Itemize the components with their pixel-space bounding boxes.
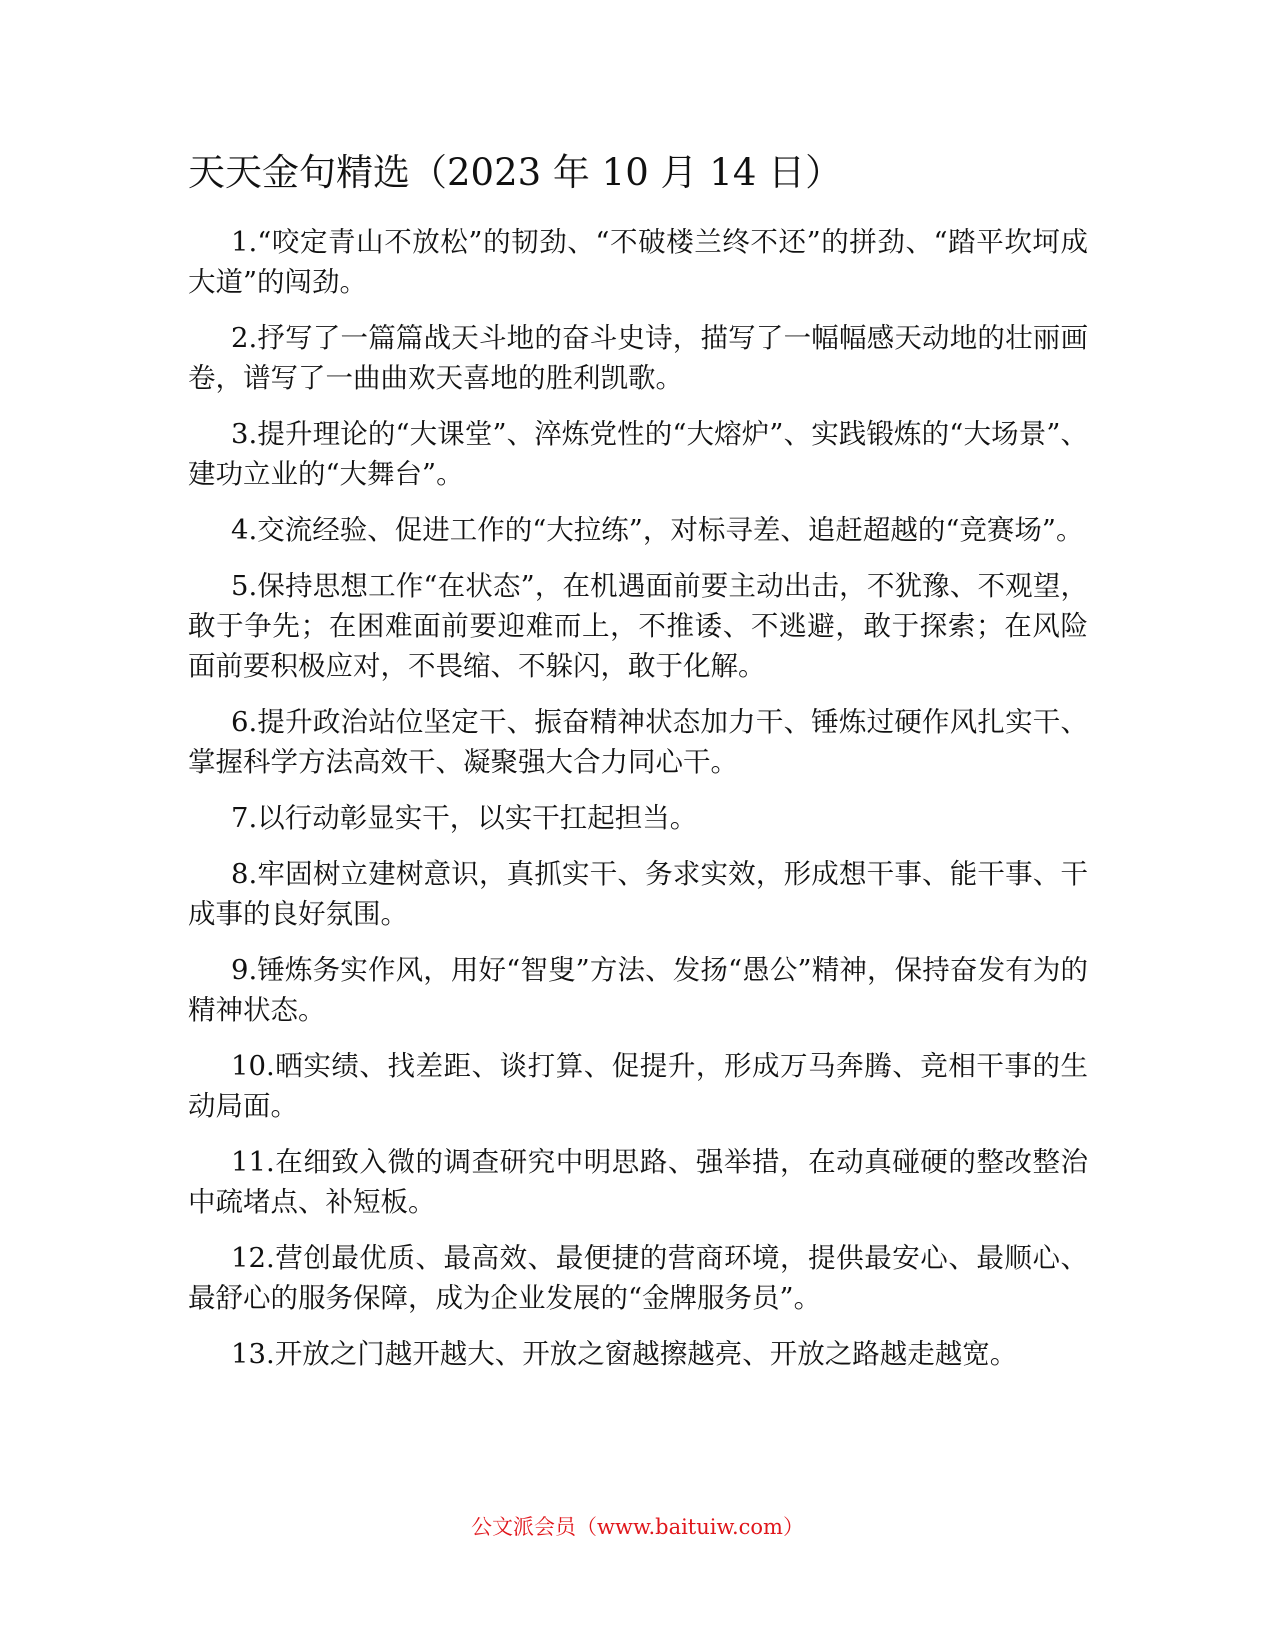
quote-paragraph-7: 7.以行动彰显实干，以实干扛起担当。	[231, 802, 698, 834]
quote-list	[188, 222, 1088, 1390]
quote-paragraph-11: 11.在细致入微的调查研究中明思路、强举措，在动真碰硬的整改整治中疏堵点、补短板。	[188, 1146, 1088, 1218]
quote-paragraph-9: 9.锤炼务实作风，用好“智叟”方法、发扬“愚公”精神，保持奋发有为的精神状态。	[188, 954, 1088, 1026]
quote-paragraph-6: 6.提升政治站位坚定干、振奋精神状态加力干、锤炼过硬作风扎实干、掌握科学方法高效干、凝聚强大合力同心干。	[188, 706, 1088, 778]
quote-paragraph-4: 4.交流经验、促进工作的“大拉练”，对标寻差、追赶超越的“竞赛场”。	[231, 514, 1084, 546]
quote-paragraph-10: 10.晒实绩、找差距、谈打算、促提升，形成万马奔腾、竞相干事的生动局面。	[188, 1050, 1088, 1122]
quote-paragraph-3: 3.提升理论的“大课堂”、淬炼党性的“大熔炉”、实践锻炼的“大场景”、建功立业的“大舞台”。	[188, 418, 1088, 490]
quote-paragraph-1: 1.“咬定青山不放松”的韧劲、“不破楼兰终不还”的拼劲、“踏平坎坷成大道”的闯劲。	[188, 226, 1088, 298]
page-title: 天天金句精选（2023 年 10 月 14 日）	[188, 151, 843, 194]
quote-paragraph-8: 8.牢固树立建树意识，真抓实干、务求实效，形成想干事、能干事、干成事的良好氛围。	[188, 858, 1088, 930]
quote-paragraph-2: 2.抒写了一篇篇战天斗地的奋斗史诗，描写了一幅幅感天动地的壮丽画卷，谱写了一曲曲欢天喜地的胜利凯歌。	[188, 322, 1088, 394]
quote-paragraph-12: 12.营创最优质、最高效、最便捷的营商环境，提供最安心、最顺心、最舒心的服务保障，成为企业发展的“金牌服务员”。	[188, 1242, 1088, 1314]
quote-paragraph-13: 13.开放之门越开越大、开放之窗越擦越亮、开放之路越走越宽。	[231, 1338, 1018, 1370]
quote-paragraph-5: 5.保持思想工作“在状态”，在机遇面前要主动出击，不犹豫、不观望，敢于争先；在困难面前要迎难而上，不推诿、不逃避，敢于探索；在风险面前要积极应对，不畏缩、不躲闪，敢于化解。	[188, 570, 1088, 682]
footer-watermark: 公文派会员（www.baituiw.com）	[471, 1515, 804, 1539]
